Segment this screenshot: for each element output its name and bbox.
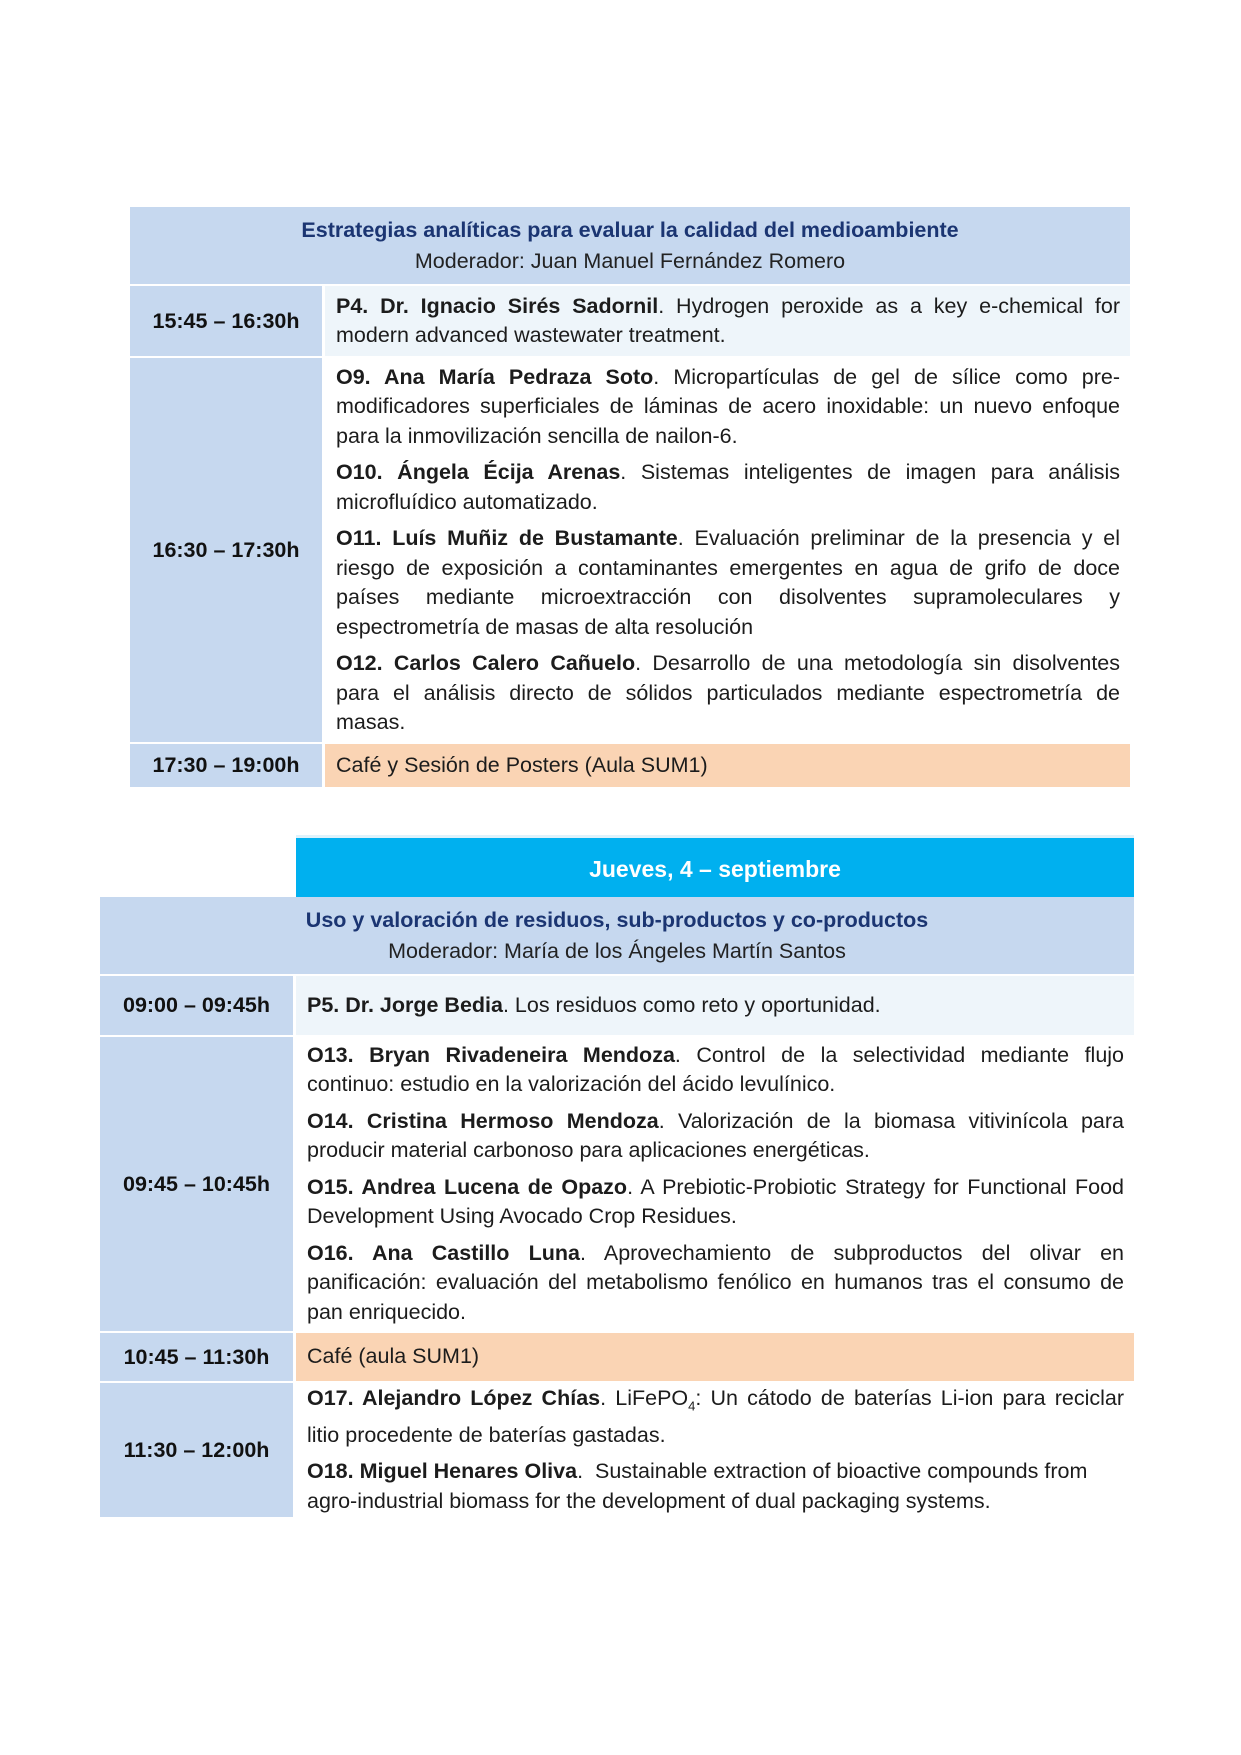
talk-title: . Los residuos como reto y oportunidad. — [502, 992, 881, 1017]
talk-title: . Desarrollo de una metodología sin disolventes para el análisis directo de sólidos particulados mediante espectrometría de masas. — [336, 651, 1121, 734]
talk-entry — [336, 524, 1120, 642]
talk-entry — [307, 1239, 1124, 1328]
session-table-1 — [130, 207, 1130, 789]
talk-speaker: P5. Dr. Jorge Bedia — [307, 992, 503, 1017]
talk-entry — [307, 991, 1124, 1021]
talk-title: . Valorización de la biomasa vitivinícola para producir material carbonoso para aplicaciones energéticas. — [307, 1108, 1125, 1163]
talk-entry — [307, 1173, 1124, 1232]
time-slot: 16:30 – 17:30h — [130, 358, 325, 744]
talk-speaker: O17. Alejandro López Chías — [307, 1385, 601, 1410]
session-header — [100, 897, 1134, 976]
talk-title: . A Prebiotic-Probiotic Strategy for Functional Food Development Using Avocado Crop Residues. — [307, 1174, 1125, 1229]
talk-speaker: O12. Carlos Calero Cañuelo — [336, 651, 636, 675]
time-slot: 09:00 – 09:45h — [100, 976, 296, 1037]
talk-cell — [296, 1037, 1134, 1333]
talk-cell — [296, 976, 1134, 1037]
talk-speaker: O10. Ángela Écija Arenas — [336, 460, 621, 484]
chemical-subscript: 4 — [688, 1398, 696, 1414]
session-header — [130, 207, 1130, 286]
session-moderator: Moderador: Juan Manuel Fernández Romero — [414, 248, 846, 273]
talk-title: . Sustainable extraction of bioactive compounds from agro-industrial biomass for the development of dual packaging systems. — [307, 1459, 1094, 1513]
talk-title: . Aprovechamiento de subproductos del olivar en panificación: evaluación del metabolismo fenólico en humanos tras el consumo de pan enriquecido. — [307, 1240, 1125, 1324]
talk-entry — [336, 292, 1120, 351]
talk-speaker: O14. Cristina Hermoso Mendoza — [307, 1108, 659, 1133]
time-slot: 10:45 – 11:30h — [100, 1333, 296, 1383]
break-cell: Café y Sesión de Posters (Aula SUM1) — [325, 744, 1130, 789]
talk-entry — [307, 1107, 1124, 1166]
talk-speaker: O11. Luís Muñiz de Bustamante — [336, 526, 678, 550]
talk-entry — [336, 458, 1120, 517]
talk-title: . Control de la selectividad mediante flujo continuo: estudio en la valorización del ácido levulínico. — [307, 1042, 1125, 1097]
talk-cell — [325, 358, 1130, 744]
talk-speaker: P4. Dr. Ignacio Sirés Sadornil — [336, 293, 659, 318]
talk-entry — [336, 649, 1120, 738]
talk-speaker: O18. Miguel Henares Oliva — [307, 1459, 578, 1484]
talk-entry — [307, 1041, 1124, 1100]
talk-entry — [336, 363, 1120, 452]
talk-speaker: O13. Bryan Rivadeneira Mendoza — [307, 1042, 675, 1067]
talk-speaker: O15. Andrea Lucena de Opazo — [307, 1174, 628, 1199]
talk-title: . Hydrogen peroxide as a key e-chemical for modern advanced wastewater treatment. — [336, 293, 1120, 347]
break-cell: Café (aula SUM1) — [296, 1333, 1134, 1383]
session-title: Uso y valoración de residuos, sub-productos y co-productos — [305, 907, 929, 932]
talk-title-part: : Un cátodo de baterías Li-ion para reciclar litio procedente de baterías gastadas. — [307, 1385, 1125, 1447]
time-slot: 15:45 – 16:30h — [130, 286, 325, 358]
talk-speaker: O16. Ana Castillo Luna — [307, 1240, 580, 1265]
talk-cell — [296, 1383, 1134, 1519]
session-table-2 — [100, 897, 1134, 1519]
talk-entry — [307, 1457, 1124, 1516]
talk-entry — [307, 1384, 1124, 1450]
session-title: Estrategias analíticas para evaluar la calidad del medioambiente — [301, 217, 959, 242]
day-banner: Jueves, 4 – septiembre — [296, 835, 1134, 900]
session-moderator: Moderador: María de los Ángeles Martín Santos — [388, 938, 846, 963]
time-slot: 17:30 – 19:00h — [130, 744, 325, 789]
talk-title-part: . LiFePO — [600, 1385, 689, 1410]
talk-title: . Evaluación preliminar de la presencia y el riesgo de exposición a contaminantes emergentes en agua de grifo de doce países mediante microextracción con disolventes supramoleculares y espectrometría de masas de alta resolución — [336, 526, 1121, 639]
talk-speaker: O9. Ana María Pedraza Soto — [336, 364, 654, 389]
talk-title: . Micropartículas de gel de sílice como pre-modificadores superficiales de láminas de acero inoxidable: un nuevo enfoque para la inmovilización sencilla de nailon-6. — [336, 364, 1121, 448]
time-slot: 11:30 – 12:00h — [100, 1383, 296, 1519]
time-slot: 09:45 – 10:45h — [100, 1037, 296, 1333]
talk-title: . Sistemas inteligentes de imagen para análisis microfluídico automatizado. — [336, 460, 1121, 514]
talk-cell — [325, 286, 1130, 358]
